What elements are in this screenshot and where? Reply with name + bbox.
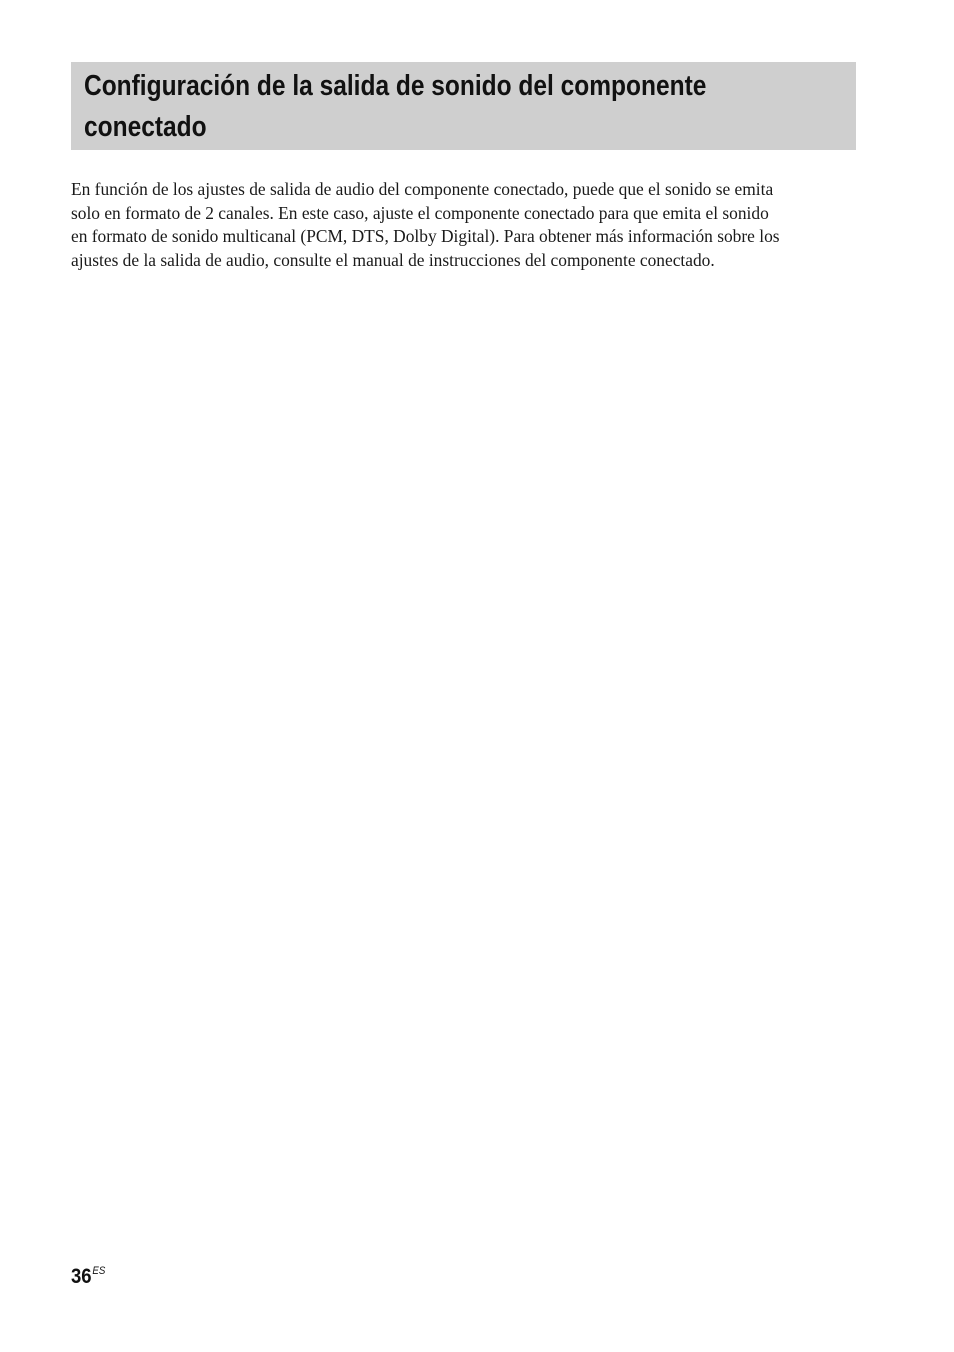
section-heading [84,66,841,148]
page-number [71,1257,105,1291]
page-number-value: 36 [71,1265,92,1288]
body-paragraph [71,178,871,272]
paragraph-line-2: solo en formato de 2 canales. En este caso, ajuste el componente conectado para que emita el sonido [71,202,769,223]
paragraph-line-4: ajustes de la salida de audio, consulte el manual de instrucciones del componente conectado. [71,249,715,270]
section-heading-box [71,62,856,150]
paragraph-line-3: en formato de sonido multicanal (PCM, DTS, Dolby Digital). Para obtener más información sobre los [71,226,780,247]
section-heading-line-1: Configuración de la salida de sonido del componente [84,70,707,102]
paragraph-line-1: En función de los ajustes de salida de audio del componente conectado, puede que el sonido se emita [71,179,774,199]
page-language-suffix: ES [92,1265,106,1277]
section-heading-line-2: conectado [84,111,207,143]
